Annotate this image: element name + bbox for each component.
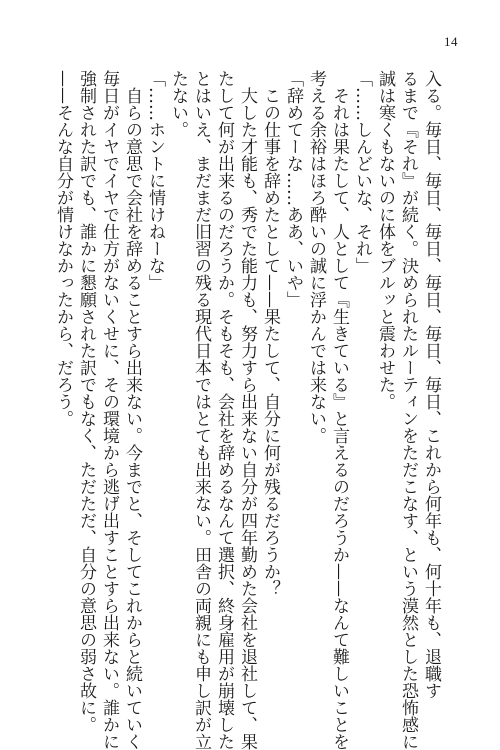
text-line: 毎日がイヤでイヤで仕方がないくせに、その環境から逃げ出すことすら出来ない。誰かに <box>99 70 119 750</box>
text-line: 大した才能も、秀でた能力も、努力すら出来ない自分が四年勤めた会社を退社して、果 <box>237 87 257 750</box>
text-line: 強制された訳でも、誰かに懇願された訳でもなく、ただただ、自分の意思の弱さ故に。 <box>76 70 96 733</box>
text-line: たない。 <box>168 70 188 138</box>
dialogue-line: 「辞めてーな……ああ、いや」 <box>283 70 303 308</box>
text-line: 自らの意思で会社を辞めることすら出来ない。今までと、そしてこれからと続いていく <box>122 87 142 750</box>
text-line: 入る。毎日、毎日、毎日、毎日、毎日、毎日、これから何年も、何十年も、退職す <box>421 70 441 699</box>
text-line: 誠は寒くもないのに体をブルッと震わせた。 <box>375 70 395 410</box>
text-line: この仕事を辞めたとして——果たして、自分に何が残るだろうか？ <box>260 87 280 597</box>
text-line: るまで『それ』が続く。決められたルーティンをただこなす、という漠然とした恐怖感に <box>398 70 418 750</box>
text-line: とはいえ、まだまだ旧習の残る現代日本ではとても出来ない。田舎の両親にも申し訳が立 <box>191 70 211 750</box>
text-line: たして何が出来るのだろうか。そもそも、会社を辞めるなんて選択、終身雇用が崩壊した <box>214 70 234 750</box>
dialogue-line: 「……ホントに情けねーな」 <box>145 70 165 291</box>
text-line: それは果たして、人として『生きている』と言えるのだろうか——なんて難しいことを <box>329 87 349 750</box>
text-line: ——そんな自分が情けなかったから、だろう。 <box>53 70 73 427</box>
page-number: 14 <box>444 34 458 49</box>
dialogue-line: 「……しんどいな、それ」 <box>352 70 372 274</box>
vertical-text-body <box>51 70 442 750</box>
text-line: 考える余裕はほろ酔いの誠に浮かんでは来ない。 <box>306 70 326 444</box>
